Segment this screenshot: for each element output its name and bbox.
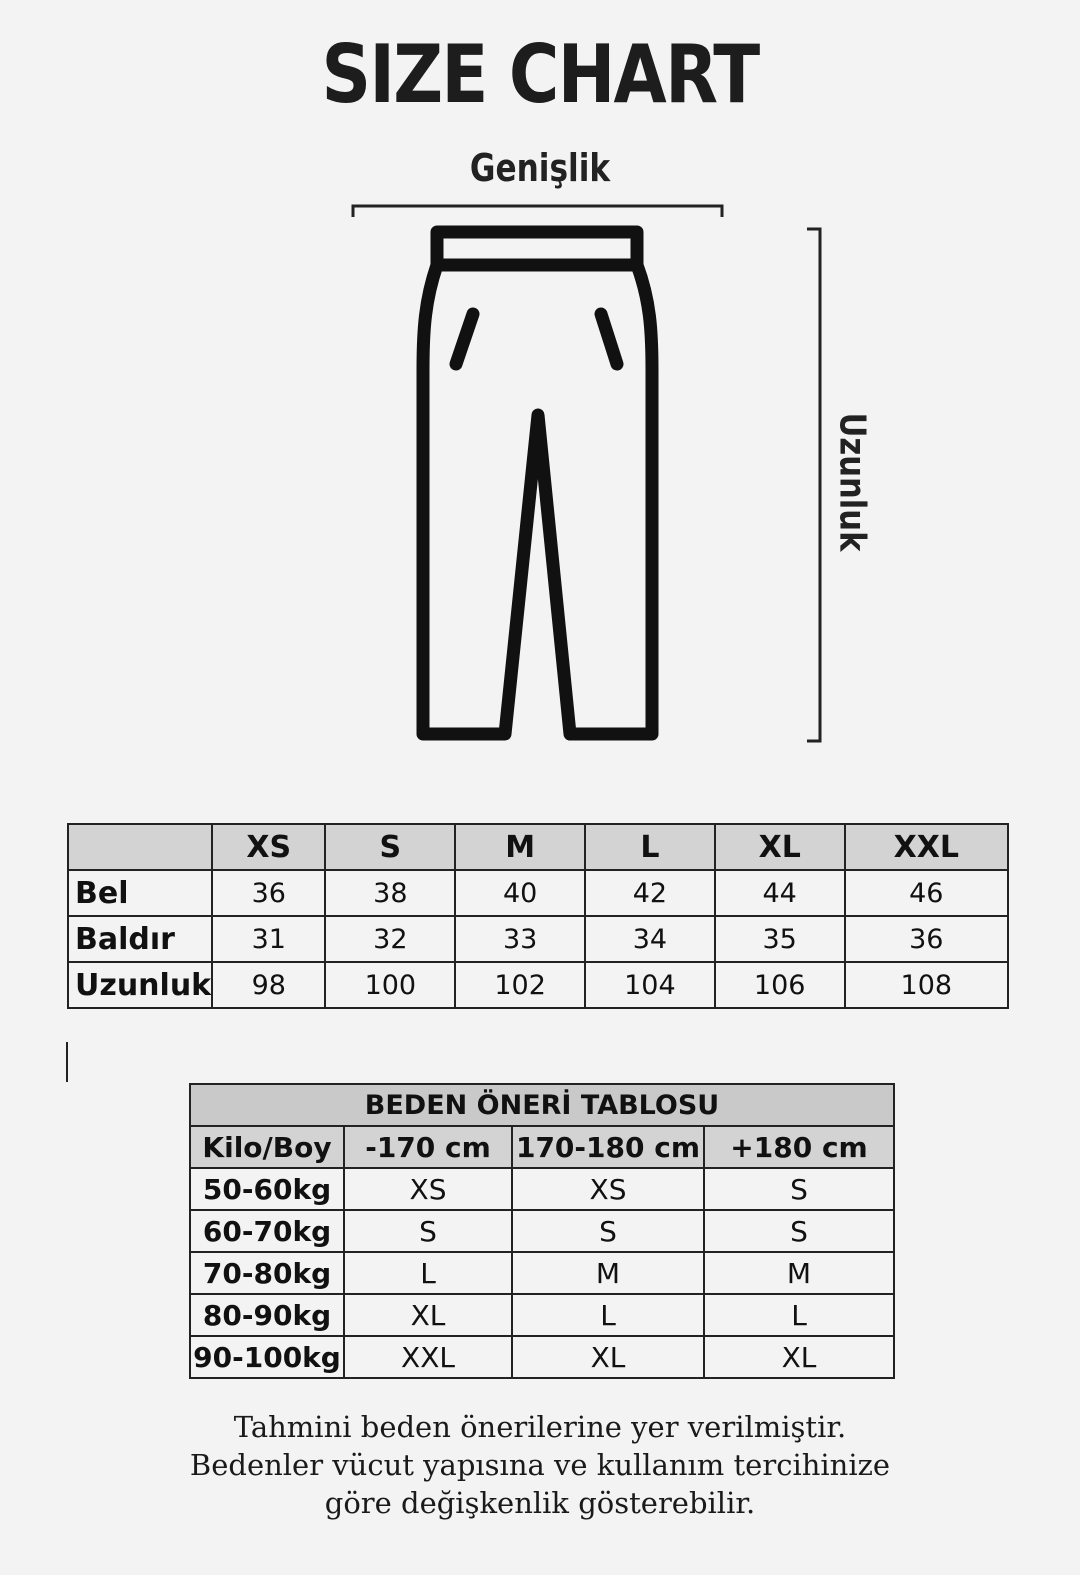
table-cell: S [704,1168,894,1210]
table-cell: XL [704,1336,894,1378]
table-cell: 98 [212,962,325,1008]
note-line: göre değişkenlik gösterebilir. [324,1486,756,1520]
table-cell: 44 [715,870,845,916]
table-row [190,1294,894,1336]
table-cell: 102 [455,962,585,1008]
table-cell: L [512,1294,704,1336]
table-cell: XS [344,1168,512,1210]
table-cell: 35 [715,916,845,962]
table-row [190,1210,894,1252]
table-cell: XL [344,1294,512,1336]
size-header-m: M [455,824,585,870]
table-cell: 100 [325,962,455,1008]
recommendation-table [189,1083,895,1379]
note-line: Tahmini beden önerilerine yer verilmiştir. [233,1410,847,1444]
table-row [68,916,1008,962]
width-bracket [353,206,722,217]
table-row [68,962,1008,1008]
table-cell: 36 [212,870,325,916]
text-cursor [66,1042,68,1082]
corner-cell [68,824,212,870]
rec-header-mid: 170-180 cm [512,1126,704,1168]
table-cell: M [704,1252,894,1294]
recommendation-caption: BEDEN ÖNERİ TABLOSU [190,1084,894,1126]
size-header-xxl: XXL [845,824,1008,870]
width-label: Genişlik [469,146,611,190]
row-label: 80-90kg [190,1294,344,1336]
table-cell: XS [512,1168,704,1210]
row-label: 60-70kg [190,1210,344,1252]
table-cell: 36 [845,916,1008,962]
rec-header-short: -170 cm [344,1126,512,1168]
row-label: Uzunluk [68,962,212,1008]
table-cell: S [512,1210,704,1252]
table-cell: XL [512,1336,704,1378]
table-cell: 40 [455,870,585,916]
table-cell: 106 [715,962,845,1008]
table-cell: 32 [325,916,455,962]
length-bracket [807,229,820,741]
table-cell: S [704,1210,894,1252]
table-cell: 46 [845,870,1008,916]
size-header-s: S [325,824,455,870]
rec-header-row [190,1126,894,1168]
row-label: 70-80kg [190,1252,344,1294]
length-label: Uzunluk [831,412,873,552]
size-header-xl: XL [715,824,845,870]
table-row [68,870,1008,916]
row-label: Baldır [68,916,212,962]
disclaimer-note [0,1408,1080,1522]
table-cell: 33 [455,916,585,962]
rec-header-tall: +180 cm [704,1126,894,1168]
size-header-row [68,824,1008,870]
table-cell: 42 [585,870,715,916]
caption-row [190,1084,894,1126]
table-cell: L [344,1252,512,1294]
table-cell: 31 [212,916,325,962]
table-cell: S [344,1210,512,1252]
table-cell: 104 [585,962,715,1008]
rec-corner: Kilo/Boy [190,1126,344,1168]
table-cell: XXL [344,1336,512,1378]
note-line: Bedenler vücut yapısına ve kullanım tercihinize [189,1448,891,1482]
page-title: SIZE CHART [321,28,759,121]
row-label: Bel [68,870,212,916]
table-row [190,1168,894,1210]
size-header-xs: XS [212,824,325,870]
table-cell: M [512,1252,704,1294]
size-table [67,823,1009,1009]
row-label: 50-60kg [190,1168,344,1210]
table-cell: 34 [585,916,715,962]
table-cell: L [704,1294,894,1336]
table-cell: 108 [845,962,1008,1008]
table-row [190,1252,894,1294]
trousers-icon [423,232,652,734]
table-row [190,1336,894,1378]
table-cell: 38 [325,870,455,916]
row-label: 90-100kg [190,1336,344,1378]
size-header-l: L [585,824,715,870]
